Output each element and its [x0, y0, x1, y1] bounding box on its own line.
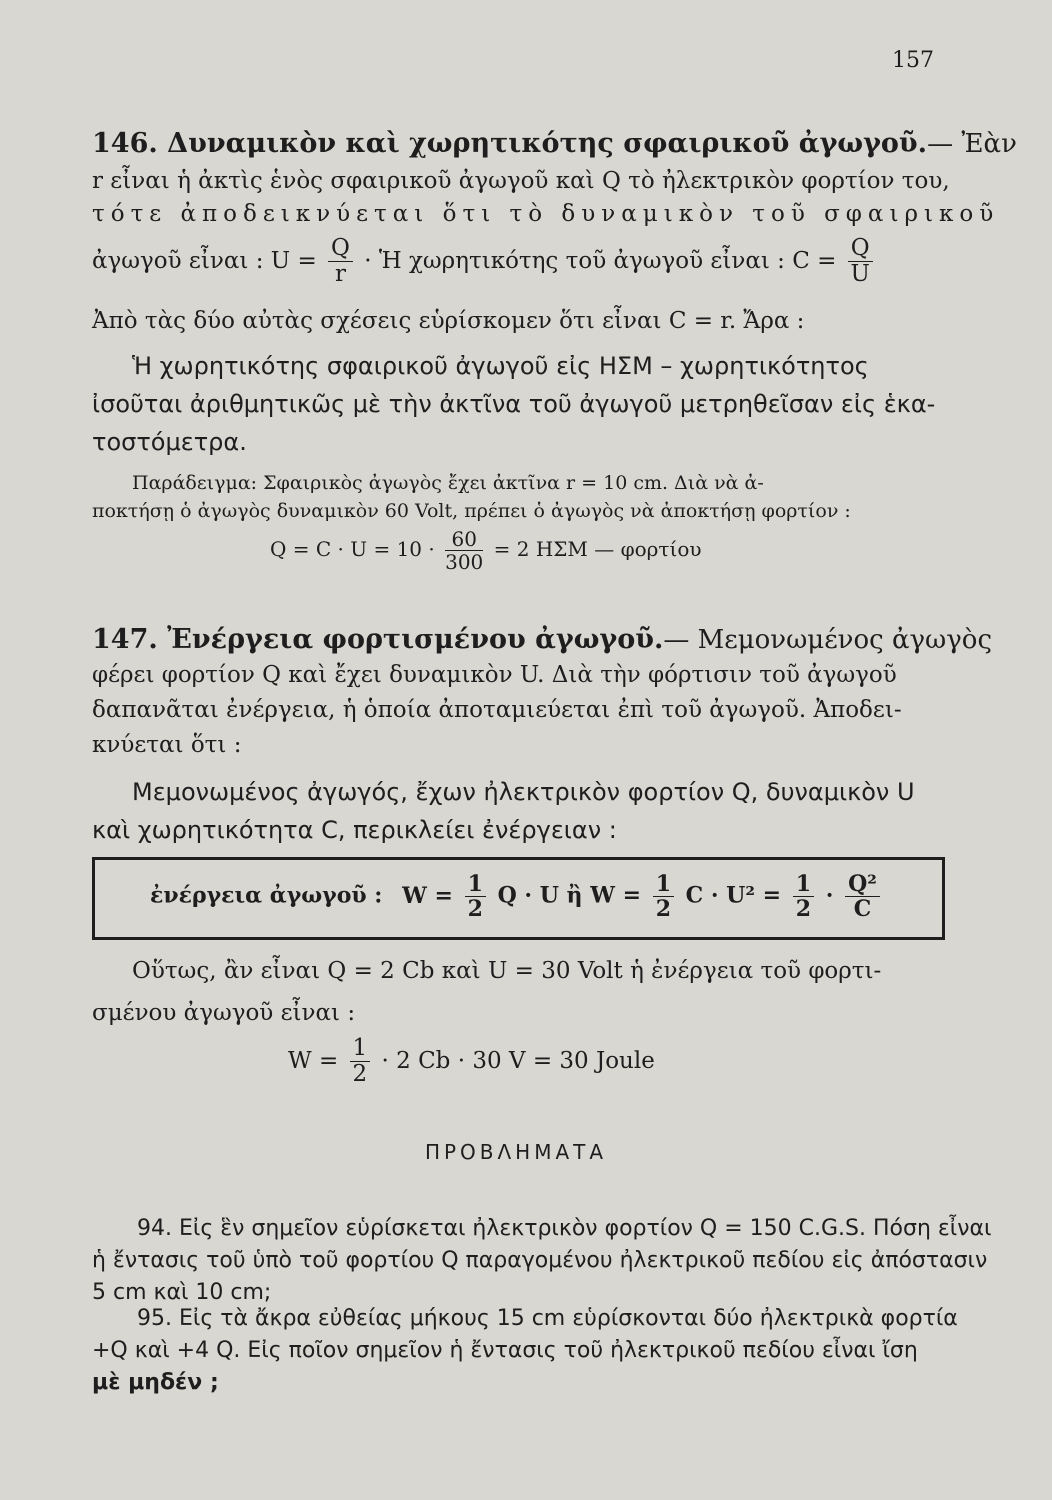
fraction-denominator: C: [853, 896, 872, 923]
fraction-numerator: 60: [445, 528, 483, 551]
section-146-line3: τότε ἀποδεικνύεται ὅτι τὸ δυναμικὸν τοῦ σφαιρικοῦ: [92, 201, 1000, 227]
section-146-rule-line2: ἰσοῦται ἀριθμητικῶς μὲ τὴν ἀκτῖνα τοῦ ἀγωγοῦ μετρηθεῖσαν εἰς ἑκα-: [92, 390, 936, 418]
section-147-line2: φέρει φορτίον Q καὶ ἔχει δυναμικὸν U. Διὰ τὴν φόρτισιν τοῦ ἀγωγοῦ: [92, 662, 897, 688]
fraction-denominator: 2: [467, 896, 483, 923]
section-147-line1-tail: — Μεμονωμένος ἀγωγὸς: [663, 625, 993, 655]
fraction-q2-over-c: [845, 872, 880, 921]
section-147-line4: κνύεται ὅτι :: [92, 732, 242, 758]
fraction-numerator: 1: [653, 872, 674, 897]
energy-formula-box: [92, 857, 945, 940]
fraction-numerator: 1: [350, 1036, 371, 1062]
fraction-numerator: Q: [328, 236, 353, 262]
fraction-denominator: 2: [655, 896, 671, 923]
equation-right: · 2 Cb · 30 V = 30 Joule: [381, 1047, 655, 1074]
fraction-q-over-r: [328, 236, 353, 288]
example-line2: ποκτήσῃ ὁ ἀγωγὸς δυναμικὸν 60 Volt, πρέπει ὁ ἀγωγὸς νὰ ἀποκτήσῃ φορτίον :: [92, 500, 851, 522]
fraction-denominator: r: [334, 261, 346, 288]
formula-qu: Q · U ἢ W =: [497, 882, 642, 909]
section-147-rule-line2: καὶ χωρητικότητα C, περικλείει ἐνέργειαν :: [92, 816, 617, 844]
problem-94-line3: 5 cm καὶ 10 cm;: [92, 1280, 272, 1305]
fraction-numerator: 1: [465, 872, 486, 897]
example-equation: [92, 528, 940, 573]
section-146-line2: r εἶναι ἡ ἀκτὶς ἑνὸς σφαιρικοῦ ἀγωγοῦ καὶ Q τὸ ἠλεκτρικὸν φορτίον του,: [92, 168, 950, 194]
fraction-numerator: Q²: [845, 872, 880, 897]
section-146-heading-line: [92, 128, 1017, 159]
equation-right: = 2 ΗΣΜ — φορτίου: [493, 537, 702, 561]
problem-95-line3: μὲ μηδέν ;: [92, 1370, 219, 1395]
section-147-heading-line: [92, 624, 993, 655]
equation-left: Q = C · U = 10 ·: [270, 537, 435, 561]
formula-cu2: C · U² =: [685, 882, 782, 909]
fraction-denominator: 2: [352, 1061, 368, 1088]
page-number: 157: [892, 48, 934, 73]
fraction-numerator: Q: [848, 236, 873, 262]
fraction-one-half: [653, 872, 674, 921]
problems-heading: ΠΡΟΒΛΗΜΑΤΑ: [424, 1140, 608, 1164]
fraction-one-half: [465, 872, 486, 921]
section-146-rule-line3: τοστόμετρα.: [92, 428, 247, 456]
formula-label: ἐνέργεια ἀγωγοῦ :: [150, 882, 383, 909]
example-line1: Παράδειγμα: Σφαιρικὸς ἀγωγὸς ἔχει ἀκτῖνα r = 10 cm. Διὰ νὰ ἀ-: [132, 472, 764, 494]
fraction-denominator: 2: [795, 896, 812, 923]
fraction-numerator: 1: [793, 872, 814, 897]
fraction-one-half: [793, 872, 814, 921]
section-147-line3: δαπανᾶται ἐνέργεια, ἡ ὁποία ἀποταμιεύεται ἐπὶ τοῦ ἀγωγοῦ. Ἀποδει-: [92, 697, 902, 723]
section-146-line4: [92, 236, 940, 288]
section-146-line5: Ἀπὸ τὰς δύο αὐτὰς σχέσεις εὑρίσκομεν ὅτι εἶναι C = r. Ἄρα :: [92, 308, 805, 334]
fraction-one-half: [350, 1036, 371, 1088]
capacity-label: · Ἡ χωρητικότης τοῦ ἀγωγοῦ εἶναι : C =: [364, 247, 837, 274]
section-146-rule-line1: Ἡ χωρητικότης σφαιρικοῦ ἀγωγοῦ εἰς ΗΣΜ – χωρητικότητος: [132, 352, 869, 380]
section-146-title: 146. Δυναμικὸν καὶ χωρητικότης σφαιρικοῦ ἀγωγοῦ.: [92, 128, 928, 159]
formula-w: W =: [402, 882, 453, 909]
section-146-line1-tail: — Ἐὰν: [927, 129, 1017, 159]
section-147-after-line1: Οὕτως, ἂν εἶναι Q = 2 Cb καὶ U = 30 Volt ἡ ἐνέργεια τοῦ φορτι-: [132, 958, 882, 984]
section-147-title: 147. Ἐνέργεια φορτισμένου ἀγωγοῦ.: [92, 624, 664, 655]
problem-94-line2: ἡ ἔντασις τοῦ ὑπὸ τοῦ φορτίου Q παραγομένου ἠλεκτρικοῦ πεδίου εἰς ἀπόστασιν: [92, 1248, 988, 1273]
problem-95: [92, 1306, 958, 1402]
section-147-rule-line1: Μεμονωμένος ἀγωγός, ἔχων ἠλεκτρικὸν φορτίον Q, δυναμικὸν U: [132, 778, 915, 806]
problem-95-line2: +Q καὶ +4 Q. Εἰς ποῖον σημεῖον ἡ ἔντασις τοῦ ἠλεκτρικοῦ πεδίου εἶναι ἴση: [92, 1338, 918, 1363]
problem-95-line1: 95. Εἰς τὰ ἄκρα εὐθείας μήκους 15 cm εὑρίσκονται δύο ἠλεκτρικὰ φορτία: [137, 1306, 958, 1331]
problem-94-line1: 94. Εἰς ἓν σημεῖον εὑρίσκεται ἠλεκτρικὸν φορτίον Q = 150 C.G.S. Πόση εἶναι: [137, 1216, 992, 1241]
final-equation: [92, 1036, 940, 1088]
fraction-60-over-300: [445, 528, 483, 573]
problem-94: [92, 1216, 992, 1312]
formula-dot: ·: [825, 882, 834, 909]
energy-formula: [150, 872, 884, 921]
equation-left: W =: [288, 1047, 339, 1074]
fraction-denominator: U: [850, 261, 870, 288]
fraction-q-over-u: [848, 236, 873, 288]
potential-label: ἀγωγοῦ εἶναι : U =: [92, 247, 317, 274]
section-147-after-line2: σμένου ἀγωγοῦ εἶναι :: [92, 1000, 356, 1026]
fraction-denominator: 300: [445, 550, 484, 574]
